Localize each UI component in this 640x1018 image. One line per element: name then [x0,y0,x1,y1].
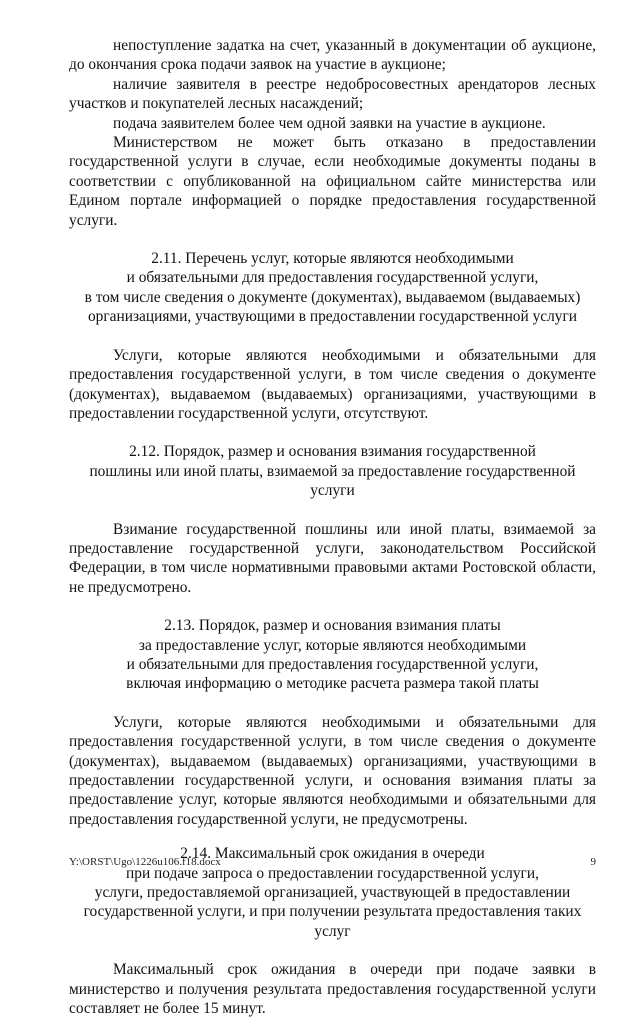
section-2-14-body: Максимальный срок ожидания в очереди при подаче заявки в министерство и получения результата предоставления государственной услуги составляет не более 15 минут. [69,961,596,1018]
heading-line: за предоставление услуг, которые являются необходимыми [138,636,527,654]
heading-line: и обязательными для предоставления государственной услуги, [126,655,539,673]
paragraph: непоступление задатка на счет, указанный в документации об аукционе, до окончания срока подачи заявок на участие в аукционе; [69,37,596,74]
paragraph: Министерством не может быть отказано в предоставлении государственной услуги в случае, если необходимые документы поданы в соответствии с опубликованной на официальном сайте министерства или Едином портале информацией о порядке предоставления государственной услуги. [69,134,596,229]
heading-line: организациями, участвующими в предоставлении государственной услуги [87,308,578,326]
heading-line: при подаче запроса о предоставлении государственной услуги, [126,864,539,882]
document-body [69,36,596,1018]
heading-line: включая информацию о методике расчета размера такой платы [126,675,539,693]
heading-line: в том числе сведения о документе (документах), выдаваемом (выдаваемых) [84,288,581,306]
paragraph: подача заявителем более чем одной заявки на участие в аукционе. [113,114,546,132]
page-number: 9 [590,856,596,868]
heading-line: 2.12. Порядок, размер и основания взимания государственной [129,443,536,461]
heading-line: и обязательными для предоставления государственной услуги, [126,269,539,287]
heading-line: 2.14. Максимальный срок ожидания в очереди [180,845,485,863]
heading-line: услуги, предоставляемой организацией, участвующей в предоставлении [94,884,571,902]
paragraph: наличие заявителя в реестре недобросовестных арендаторов лесных участков и покупателей лесных насаждений; [69,75,596,113]
section-2-12-heading [69,442,596,500]
section-2-11-body: Услуги, которые являются необходимыми и обязательными для предоставления государственной услуги, в том числе сведения о документе (документах), выдаваемом (выдаваемых) организациями, участвующими в предоставлении государственной услуги, отсутствуют. [69,346,596,422]
section-2-12-body: Взимание государственной пошлины или иной платы, взимаемой за предоставление государственной услуги, законодательством Российской Федерации, в том числе нормативными правовыми актами Ростовской области, не предусмотрено. [69,520,596,596]
section-2-11-heading [69,249,596,327]
heading-line: пошлины или иной платы, взимаемой за предоставление государственной услуги [89,462,576,500]
heading-line: государственной услуги, и при получении результата предоставления таких услуг [83,903,582,940]
section-2-13-heading [69,616,596,694]
section-2-13-body: Услуги, которые являются необходимыми и обязательными для предоставления государственной услуги, в том числе сведения о документе (документах), выдаваемом (выдаваемых) организациями, участвующими в предоставлении государственной услуги, и основания взимания платы за предоставление услуг, которые являются необходимыми и обязательными для предоставления государственной услуги, не предусмотрены. [69,713,596,828]
file-path: Y:\ORST\Ugo\1226u106.f18.docx [69,856,221,868]
heading-line: 2.13. Порядок, размер и основания взимания платы [164,617,501,635]
heading-line: 2.11. Перечень услуг, которые являются необходимыми [151,250,514,268]
